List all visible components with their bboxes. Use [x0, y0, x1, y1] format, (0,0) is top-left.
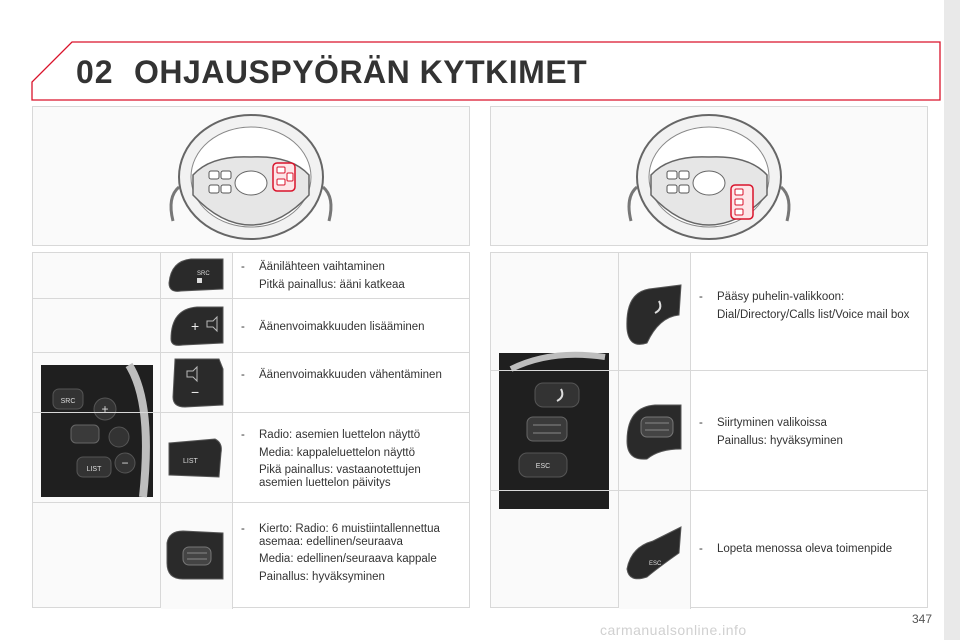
side-strip [944, 0, 960, 640]
thumbwheel-cell [619, 371, 691, 490]
overview-list-label: LIST [86, 466, 102, 473]
bullet-text: Lopeta menossa oleva toimenpide [717, 543, 893, 555]
bullet-text: Siirtyminen valikoissa [717, 417, 827, 429]
steering-wheel-left-icon [33, 107, 471, 247]
detail-text: Painallus: hyväksyminen [717, 434, 843, 447]
detail-text: Media: edellinen/seuraava kappale [259, 553, 437, 565]
svg-text:ESC: ESC [649, 561, 662, 567]
thumbwheel-icon [619, 371, 691, 491]
steering-wheel-left-overview [32, 106, 470, 246]
bullet-text: Äänilähteen vaihtaminen [259, 261, 385, 273]
control-row-src: SRC - Äänilähteen vaihtaminen Pitkä painallus: ääni katkeaa [33, 253, 469, 299]
thumbwheel-icon [161, 503, 233, 609]
svg-text:SRC: SRC [197, 271, 210, 277]
phone-button-cell [619, 253, 691, 370]
detail-text: Painallus: hyväksyminen [259, 570, 385, 583]
svg-text:−: − [191, 384, 200, 400]
detail-text: Dial/Directory/Calls list/Voice mail box [717, 308, 910, 321]
control-row-thumbwheel: - Kierto: Radio: 6 muistiintallennettua asemaa: edellinen/seuraava Media: edellinen/seuraava kappale Painallus: hyväksyminen [33, 503, 469, 609]
esc-button-icon [619, 491, 691, 609]
bullet-text: Kierto: Radio: 6 muistiintallennettua asemaa: edellinen/seuraava [259, 523, 440, 548]
watermark: carmanualsonline.info [600, 622, 747, 638]
steering-wheel-right-overview [490, 106, 928, 246]
esc-button-cell [619, 491, 691, 609]
src-button-cell [161, 253, 233, 298]
bullet-text: Äänenvoimakkuuden lisääminen [259, 321, 425, 333]
detail-text: Media: kappaleluettelon näyttö [259, 446, 415, 459]
svg-text:LIST: LIST [183, 458, 198, 465]
phone-button-icon [619, 253, 691, 371]
volume-down-button-cell [161, 353, 233, 412]
volume-down-button-icon [161, 353, 233, 413]
control-row-volume-up: + - Äänenvoimakkuuden lisääminen [33, 299, 469, 353]
volume-up-button-icon [161, 299, 233, 353]
page-title: OHJAUSPYÖRÄN KYTKIMET [134, 54, 588, 90]
control-row-list: LIST - Radio: asemien luettelon näyttö Media: kappaleluettelon näyttö Pikä painallus: vastaanotettujen asemien luettelon päivitys [33, 413, 469, 503]
right-controls-table [490, 252, 928, 608]
volume-up-button-cell [161, 299, 233, 352]
list-button-icon [161, 413, 233, 503]
svg-text:−: − [121, 456, 129, 470]
chapter-number: 02 [76, 54, 114, 90]
control-row-navigation: - Siirtyminen valikoissa Painallus: hyväksyminen [491, 371, 927, 491]
control-row-esc: ESC - Lopeta menossa oleva toimenpide [491, 491, 927, 609]
src-button-icon [161, 253, 233, 299]
overview-esc-label: ESC [535, 463, 551, 470]
bullet-text: Äänenvoimakkuuden vähentäminen [259, 369, 442, 381]
control-row-phone: - Pääsy puhelin-valikkoon: Dial/Directory/Calls list/Voice mail box [491, 253, 927, 371]
steering-wheel-right-icon [491, 107, 929, 247]
svg-text:+: + [101, 402, 109, 416]
thumbwheel-cell [161, 503, 233, 609]
detail-text: Pikä painallus: vastaanotettujen asemien luettelon päivitys [259, 464, 421, 489]
bullet-text: Pääsy puhelin-valikkoon: [717, 291, 845, 303]
page-number: 347 [912, 612, 933, 626]
detail-text: Pitkä painallus: ääni katkeaa [259, 278, 405, 291]
bullet-text: Radio: asemien luettelon näyttö [259, 429, 421, 441]
left-controls-table [32, 252, 470, 608]
control-row-volume-down: − - Äänenvoimakkuuden vähentäminen [33, 353, 469, 413]
list-button-cell [161, 413, 233, 502]
svg-text:+: + [191, 318, 200, 334]
overview-src-label: SRC [60, 398, 76, 405]
